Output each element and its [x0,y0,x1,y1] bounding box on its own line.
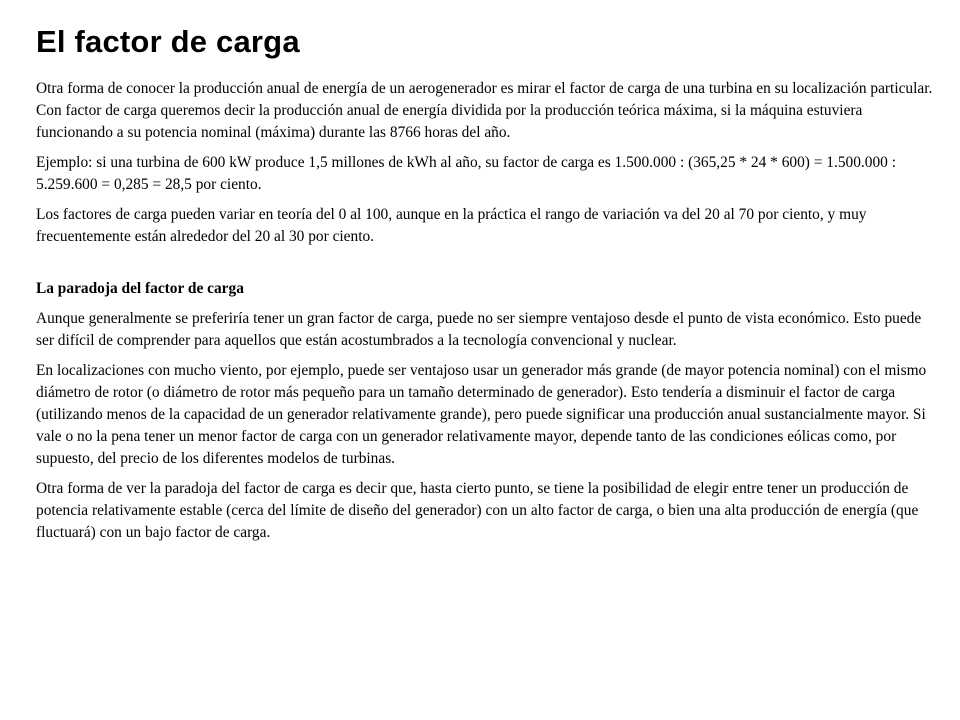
document-page [36,22,938,552]
intro-paragraph-range: Los factores de carga pueden variar en teoría del 0 al 100, aunque en la práctica el rango de variación va del 20 al 70 por ciento, y muy frecuentemente están alrededor del 20 al 30 por ciento. [36,206,867,245]
section-paragraph-windy-sites: En localizaciones con mucho viento, por ejemplo, puede ser ventajoso usar un generador más grande (de mayor potencia nominal) con el mismo diámetro de rotor (o diámetro de rotor más pequeño para un tamaño determinado de generador). Esto tendería a disminuir el factor de carga (utilizando menos de la capacidad de un generador relativamente grande), pero puede significar una producción anual sustancialmente mayor. Si vale o no la pena tener un menor factor de carga con un generador relativamente mayor, depende tanto de las condiciones eólicas como, por supuesto, del precio de los diferentes modelos de turbinas. [36,362,927,467]
section-paragraph-paradox: Otra forma de ver la paradoja del factor de carga es decir que, hasta cierto punto, se tiene la posibilidad de elegir entre tener un producción de potencia relativamente estable (cerca del límite de diseño del generador) con un alto factor de carga, o bien una alta producción de energía (que fluctuará) con un bajo factor de carga. [36,480,919,541]
section-heading: La paradoja del factor de carga [36,280,244,297]
page-title: El factor de carga [36,24,300,59]
section-spacer [36,256,938,278]
intro-paragraph-example: Ejemplo: si una turbina de 600 kW produce 1,5 millones de kWh al año, su factor de carga es 1.500.000 : (365,25 * 24 * 600) = 1.500.000 : 5.259.600 = 0,285 = 28,5 por ciento. [36,154,896,193]
section-paragraph-economics: Aunque generalmente se preferiría tener un gran factor de carga, puede no ser siempre ventajoso desde el punto de vista económico. Esto puede ser difícil de comprender para aquellos que están acostumbrados a la tecnología convencional y nuclear. [36,310,922,349]
intro-paragraph-definition: Otra forma de conocer la producción anual de energía de un aerogenerador es mirar el factor de carga de una turbina en su localización particular. Con factor de carga queremos decir la producción anual de energía dividida por la producción teórica máxima, si la máquina estuviera funcionando a su potencia nominal (máxima) durante las 8766 horas del año. [36,80,933,141]
